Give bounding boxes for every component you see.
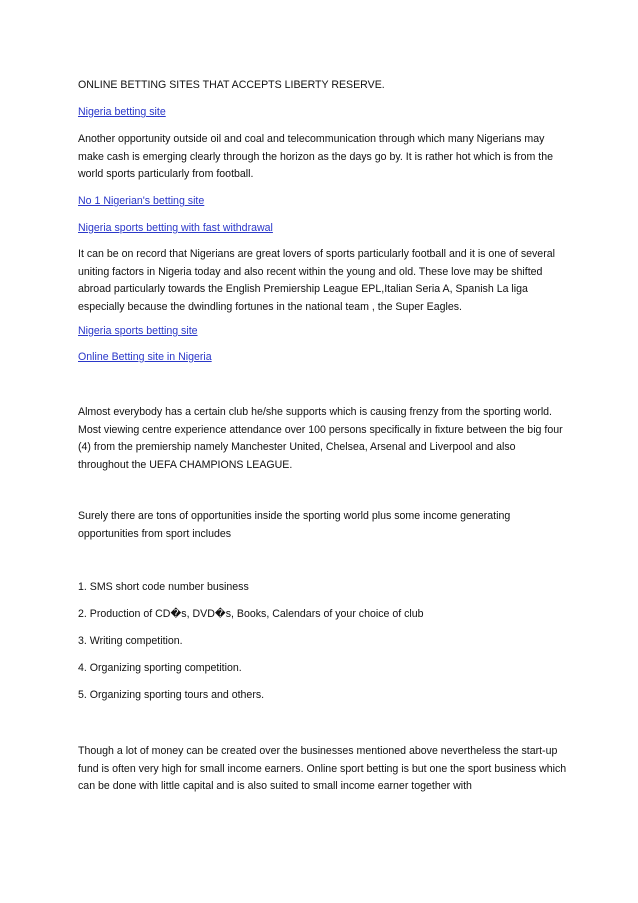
- list-item: 3. Writing competition.: [78, 635, 183, 647]
- link-text[interactable]: Nigeria sports betting site: [78, 325, 198, 337]
- link-no1-nigerian-betting-site[interactable]: [78, 193, 568, 211]
- paragraph-startup-fund: Though a lot of money can be created over the businesses mentioned above nevertheless the start-up fund is often very high for small income earners. Online sport betting is but one the sport business which can be done with little capital and is also suited to small income earner together with: [78, 745, 567, 792]
- list-item: 4. Organizing sporting competition.: [78, 662, 242, 674]
- document-title: ONLINE BETTING SITES THAT ACCEPTS LIBERTY RESERVE.: [78, 79, 385, 91]
- list-item: 1. SMS short code number business: [78, 581, 249, 593]
- link-text[interactable]: Nigeria sports betting with fast withdrawal: [78, 222, 273, 234]
- paragraph-club-support: Almost everybody has a certain club he/she supports which is causing frenzy from the sporting world. Most viewing centre experience attendance over 100 persons specifically in fixture between the big four (4) from the premiership namely Manchester United, Chelsea, Arsenal and Liverpool and also throughout the UEFA CHAMPIONS LEAGUE.: [78, 406, 563, 471]
- link-text[interactable]: No 1 Nigerian's betting site: [78, 195, 205, 207]
- link-online-betting-site[interactable]: [78, 349, 568, 367]
- paragraph-sports-lovers: It can be on record that Nigerians are great lovers of sports particularly football and it is one of several uniting factors in Nigeria today and also recent within the young and old. These love may be shifted abroad particularly towards the English Premiership League EPL,Italian Seria A, Spanish La liga especially because the dwindling fortunes in the national team , the Super Eagles.: [78, 248, 555, 313]
- paragraph-opportunities: Surely there are tons of opportunities inside the sporting world plus some income generating opportunities from sport includes: [78, 510, 511, 540]
- link-fast-withdrawal[interactable]: [78, 220, 568, 238]
- list-item: 5. Organizing sporting tours and others.: [78, 689, 265, 701]
- link-nigeria-sports-betting-site[interactable]: [78, 323, 568, 341]
- link-nigeria-betting-site[interactable]: [78, 104, 568, 122]
- list-item: 2. Production of CD�s, DVD�s, Books, Calendars of your choice of club: [78, 608, 424, 620]
- link-text[interactable]: Nigeria betting site: [78, 106, 166, 118]
- link-text[interactable]: Online Betting site in Nigeria: [78, 351, 212, 363]
- paragraph-intro: Another opportunity outside oil and coal and telecommunication through which many Nigerians may make cash is emerging clearly through the horizon as the days go by. It is rather hot which is from the world sports particularly from football.: [78, 133, 553, 180]
